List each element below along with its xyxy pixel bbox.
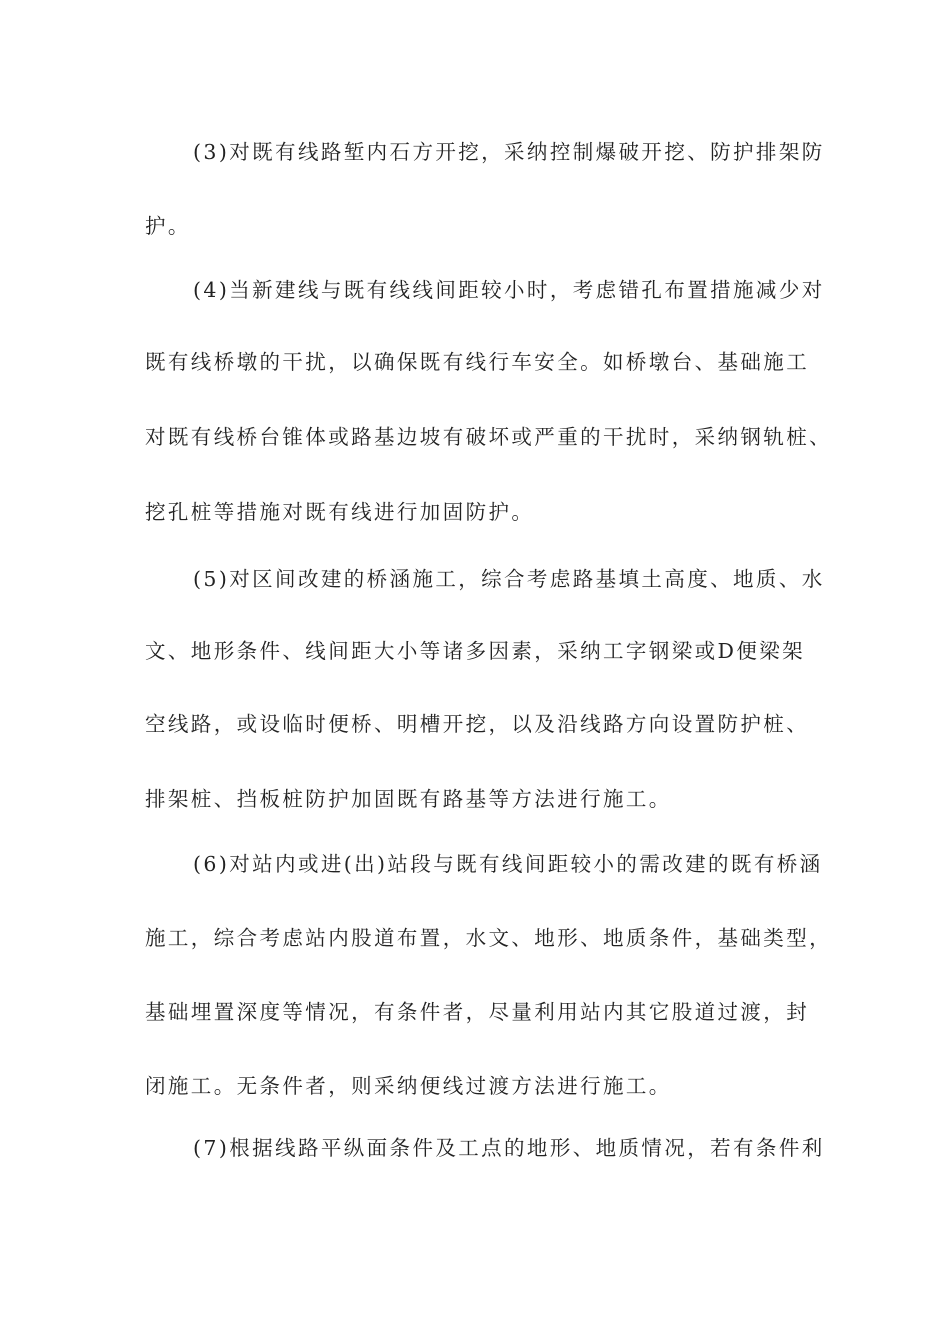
para-4-line-3: 对既有线桥台锥体或路基边坡有破坏或严重的干扰时，采纳钢轨桩、: [145, 425, 832, 449]
para-5-line-1: (5)对区间改建的桥涵施工，综合考虑路基填土高度、地质、水: [193, 567, 825, 591]
para-5-line-4: 排架桩、挡板桩防护加固既有路基等方法进行施工。: [145, 787, 672, 811]
para-3-line-1: (3)对既有线路堑内石方开挖，采纳控制爆破开挖、防护排架防: [193, 140, 825, 164]
para-6-line-3: 基础埋置深度等情况，有条件者，尽量利用站内其它股道过渡，封: [145, 1000, 810, 1024]
para-7-line-1: (7)根据线路平纵面条件及工点的地形、地质情况，若有条件利: [193, 1136, 825, 1160]
para-4-line-2: 既有线桥墩的干扰，以确保既有线行车安全。如桥墩台、基础施工: [145, 350, 810, 374]
para-5-line-2: 文、地形条件、线间距大小等诸多因素，采纳工字钢梁或D便梁架: [145, 639, 806, 663]
para-3-line-2: 护。: [145, 214, 191, 238]
para-6-line-1: (6)对站内或进(出)站段与既有线间距较小的需改建的既有桥涵: [193, 852, 823, 876]
para-6-line-4: 闭施工。无条件者，则采纳便线过渡方法进行施工。: [145, 1074, 672, 1098]
para-4-line-1: (4)当新建线与既有线线间距较小时，考虑错孔布置措施减少对: [193, 278, 825, 302]
para-5-line-3: 空线路，或设临时便桥、明槽开挖，以及沿线路方向设置防护桩、: [145, 712, 810, 736]
para-6-line-2: 施工，综合考虑站内股道布置，水文、地形、地质条件，基础类型，: [145, 926, 832, 950]
para-4-line-4: 挖孔桩等措施对既有线进行加固防护。: [145, 500, 535, 524]
